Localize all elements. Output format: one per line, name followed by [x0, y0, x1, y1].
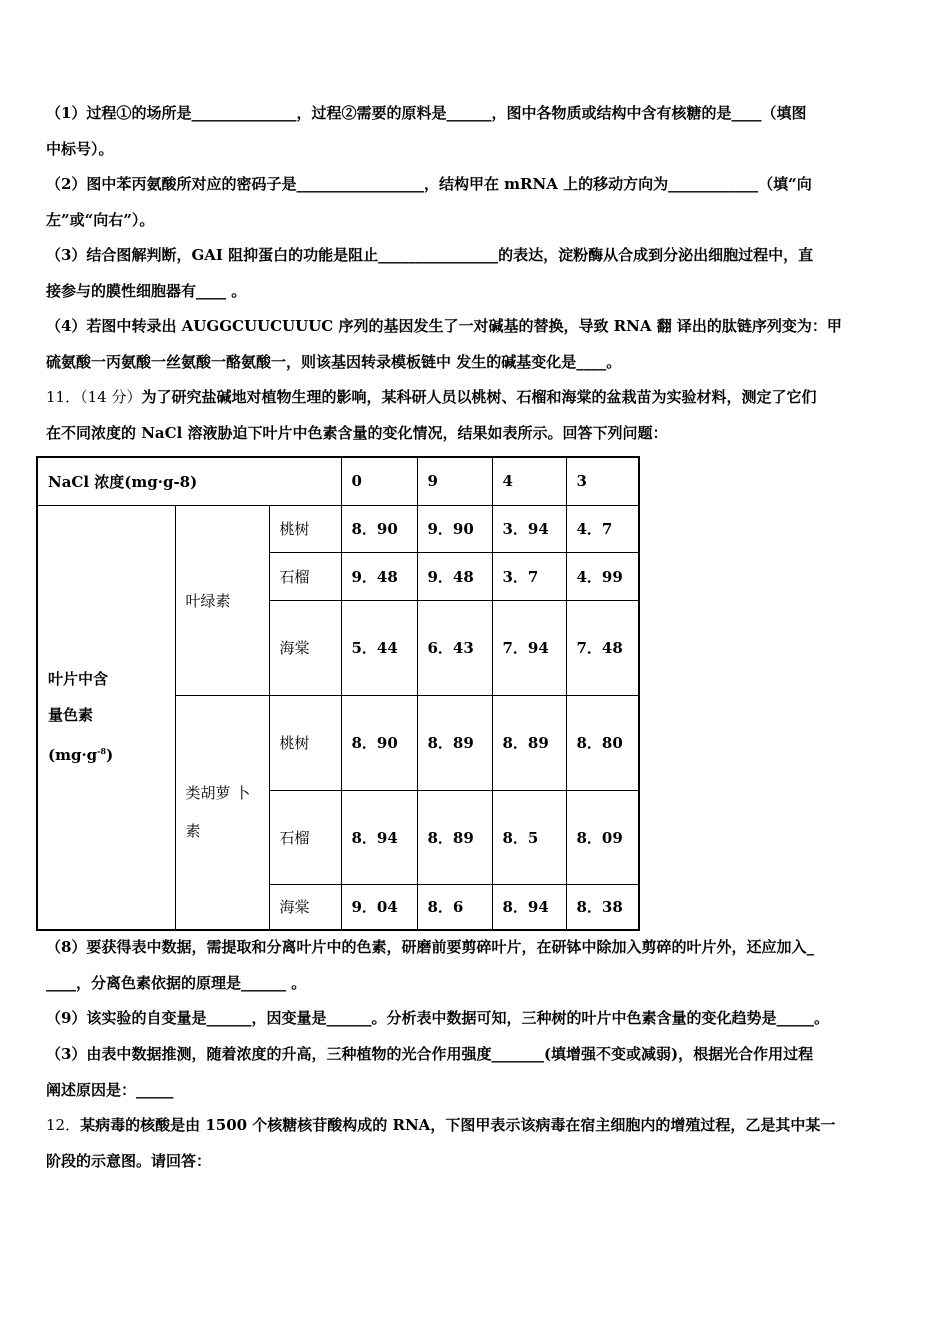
- value-cell: 9．90: [417, 505, 492, 552]
- carotenoid-label: [175, 695, 269, 930]
- q11-part3-line1: （3）由表中数据推测，随着浓度的升高，三种植物的光合作用强度_______(填增强不变或减弱)，根据光合作用过程: [46, 1045, 814, 1063]
- carotenoid-label-line2: 素: [185, 822, 201, 841]
- q11-part9-line: （9）该实验的自变量是______，因变量是______。分析表中数据可知，三种树的叶片中色素含量的变化趋势是_____。: [46, 1009, 829, 1027]
- value-cell: 3．7: [492, 552, 566, 600]
- value-cell: 9．04: [341, 884, 417, 930]
- plant-cell: 石榴: [269, 552, 341, 600]
- value-cell: 7．94: [492, 600, 566, 695]
- table-header-row: [37, 457, 639, 505]
- q11-heading-line1: [46, 387, 906, 407]
- q10-part4-line2: 硫氨酸一丙氨酸一丝氨酸一酪氨酸一，则该基因转录模板链中 发生的碱基变化是____。: [46, 353, 622, 371]
- plant-cell: 海棠: [269, 884, 341, 930]
- q10-part2-line2: 左”或“向右”）。: [46, 211, 155, 229]
- q11-part8-line1: （8）要获得表中数据，需提取和分离叶片中的色素，研磨前要剪碎叶片，在研钵中除加入剪碎的叶片外，还应加入_: [46, 938, 814, 956]
- q12-number: 12．: [46, 1116, 81, 1134]
- nacl-header-cell: NaCl 浓度(mg·g-8): [37, 457, 341, 505]
- q10-part2-line1: （2）图中苯丙氨酸所对应的密码子是_________________，结构甲在 mRNA 上的移动方向为____________（填“向: [46, 175, 812, 193]
- q11-heading-text: 为了研究盐碱地对植物生理的影响，某科研人员以桃树、石榴和海棠的盆栽苗为实验材料，测定了它们: [141, 388, 817, 406]
- plant-cell: 石榴: [269, 790, 341, 884]
- plant-cell: 桃树: [269, 695, 341, 790]
- q12-heading-line1: [46, 1115, 906, 1135]
- plant-cell: 海棠: [269, 600, 341, 695]
- pigment-content-label: [37, 505, 175, 930]
- table-row: [37, 505, 639, 552]
- value-cell: 9．48: [341, 552, 417, 600]
- concentration-cell: 0: [341, 457, 417, 505]
- value-cell: 4．99: [566, 552, 639, 600]
- value-cell: 8．90: [341, 505, 417, 552]
- q11-heading-line2: 在不同浓度的 NaCl 溶液胁迫下叶片中色素含量的变化情况，结果如表所示。回答下列问题：: [46, 424, 668, 442]
- plant-cell: 桃树: [269, 505, 341, 552]
- q10-part3-line1: （3）结合图解判断，GAI 阻抑蛋白的功能是阻止________________的表达，淀粉酶从合成到分泌出细胞过程中，直: [46, 246, 814, 264]
- value-cell: 8．90: [341, 695, 417, 790]
- value-cell: 9．48: [417, 552, 492, 600]
- pigment-table: [36, 456, 640, 931]
- q10-part1-line1: （1）过程①的场所是______________，过程②需要的原料是______，图中各物质或结构中含有核糖的是____（填图: [46, 104, 807, 122]
- value-cell: 8．80: [566, 695, 639, 790]
- q12-heading-text: 某病毒的核酸是由 1500 个核糖核苷酸构成的 RNA，下图甲表示该病毒在宿主细胞内的增殖过程，乙是其中某一: [80, 1116, 836, 1134]
- value-cell: 8．94: [492, 884, 566, 930]
- chlorophyll-label: 叶绿素: [175, 505, 269, 695]
- concentration-cell: 4: [492, 457, 566, 505]
- value-cell: 8．6: [417, 884, 492, 930]
- value-cell: 3．94: [492, 505, 566, 552]
- value-cell: 8．38: [566, 884, 639, 930]
- concentration-cell: 9: [417, 457, 492, 505]
- value-cell: 8．09: [566, 790, 639, 884]
- value-cell: 4．7: [566, 505, 639, 552]
- q11-part3-line2: 阐述原因是：_____: [46, 1081, 174, 1099]
- carotenoid-label-line1: 类胡萝 卜: [185, 784, 251, 803]
- pigment-label-line1: 叶片中含: [48, 670, 109, 689]
- value-cell: 5．44: [341, 600, 417, 695]
- pigment-label-line2: 量色素: [48, 706, 94, 725]
- q11-number: 11．（14 分）: [46, 388, 142, 406]
- q12-heading-line2: 阶段的示意图。请回答：: [46, 1152, 212, 1170]
- value-cell: 8．89: [417, 695, 492, 790]
- q10-part3-line2: 接参与的膜性细胞器有____ 。: [46, 282, 247, 300]
- value-cell: 8．89: [492, 695, 566, 790]
- pigment-unit: $(mg\cdot g^{-8})$: [48, 746, 114, 765]
- q10-part4-line1: （4）若图中转录出 AUGGCUUCUUUC 序列的基因发生了一对碱基的替换，导致 RNA 翻 译出的肽链序列变为：甲: [46, 317, 842, 335]
- value-cell: 8．5: [492, 790, 566, 884]
- value-cell: 8．89: [417, 790, 492, 884]
- q10-part1-line2: 中标号）。: [46, 140, 114, 158]
- value-cell: 8．94: [341, 790, 417, 884]
- value-cell: 7．48: [566, 600, 639, 695]
- q11-part8-line2: ____，分离色素依据的原理是______ 。: [46, 974, 307, 992]
- value-cell: 6．43: [417, 600, 492, 695]
- concentration-cell: 3: [566, 457, 639, 505]
